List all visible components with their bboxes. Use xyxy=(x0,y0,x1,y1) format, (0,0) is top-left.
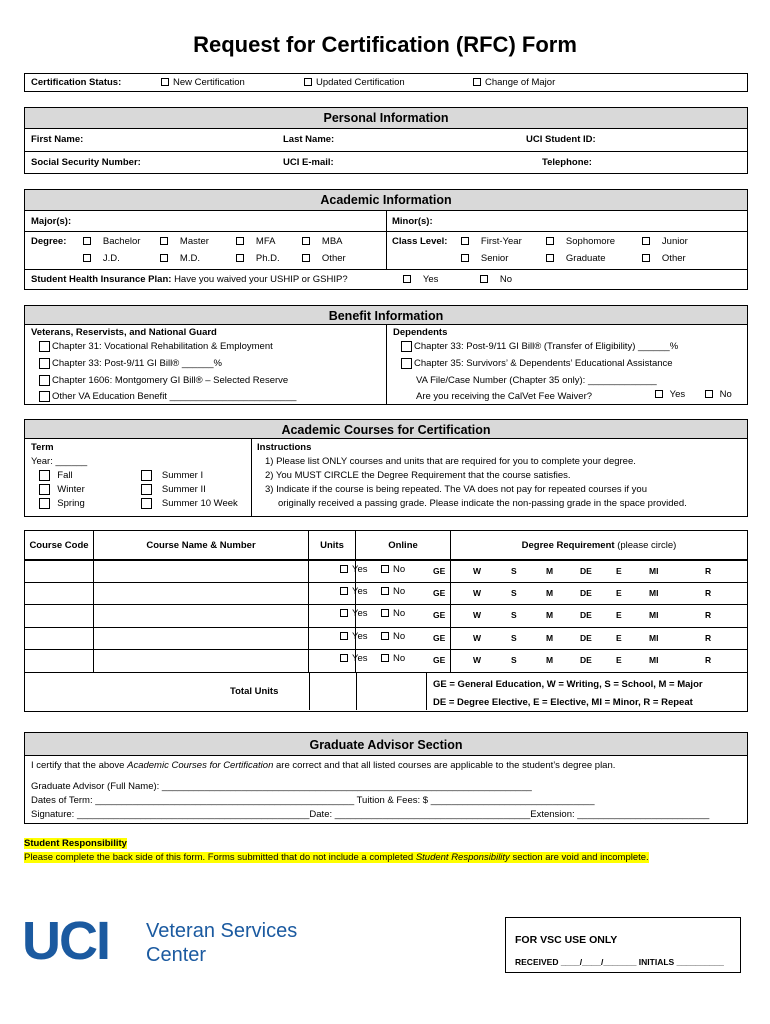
checkbox-icon[interactable] xyxy=(381,587,389,595)
course-row[interactable] xyxy=(24,582,748,606)
degree-requirement-option[interactable]: MI xyxy=(649,632,659,643)
degree-requirement-option[interactable]: E xyxy=(616,655,622,665)
checkbox-icon[interactable] xyxy=(39,375,50,386)
benefit-chapter-31[interactable]: Chapter 31: Vocational Rehabilitation & Employment xyxy=(39,341,273,352)
degree-requirement-option[interactable]: MI xyxy=(649,655,659,665)
personal-information-section xyxy=(24,128,748,174)
degree-requirement-option[interactable]: DE xyxy=(580,610,592,620)
checkbox-icon[interactable] xyxy=(39,341,50,352)
checkbox-icon[interactable] xyxy=(340,654,348,662)
checkbox-icon[interactable] xyxy=(39,358,50,369)
degree-requirement-option[interactable]: MI xyxy=(649,587,659,598)
updated-certification-option[interactable]: Updated Certification xyxy=(304,77,405,88)
signature-field[interactable]: Signature: ____________________________________________Date: _____________________________________Extension: _________________________ xyxy=(31,809,710,820)
class-junior[interactable]: Junior xyxy=(642,236,688,247)
legend-line-2: DE = Degree Elective, E = Elective, MI = Minor, R = Repeat xyxy=(433,697,693,708)
ssn-field[interactable]: Social Security Number: xyxy=(31,157,141,168)
checkbox-icon[interactable] xyxy=(340,587,348,595)
student-id-field[interactable]: UCI Student ID: xyxy=(526,134,596,145)
benefit-chapter-1606[interactable]: Chapter 1606: Montgomery GI Bill® – Selected Reserve xyxy=(39,375,288,386)
telephone-field[interactable]: Telephone: xyxy=(542,157,592,168)
online-no[interactable]: No xyxy=(381,564,405,575)
degree-requirement-option[interactable]: R xyxy=(705,610,712,620)
checkbox-icon[interactable] xyxy=(39,484,50,495)
checkbox-icon[interactable] xyxy=(141,484,152,495)
degree-requirement-option[interactable]: E xyxy=(616,587,622,598)
degree-requirement-option[interactable]: M xyxy=(546,632,554,643)
online-no[interactable]: No xyxy=(381,608,405,619)
page-title: Request for Certification (RFC) Form xyxy=(193,32,577,57)
uci-wordmark: UCI xyxy=(22,911,109,971)
checkbox-icon[interactable] xyxy=(161,78,169,86)
degree-requirement-option[interactable]: W xyxy=(473,632,482,643)
checkbox-icon[interactable] xyxy=(403,275,411,283)
term-summer-2[interactable]: Summer II xyxy=(141,484,206,495)
checkbox-icon[interactable] xyxy=(546,254,554,262)
graduate-advisor-header: Graduate Advisor Section xyxy=(24,732,748,756)
online-yes[interactable]: Yes xyxy=(340,608,368,619)
checkbox-icon[interactable] xyxy=(236,254,244,262)
online-yes[interactable]: Yes xyxy=(340,586,368,597)
advisor-name-field[interactable]: Graduate Advisor (Full Name): ______________________________________________________________________ xyxy=(31,781,532,792)
checkbox-icon[interactable] xyxy=(302,237,310,245)
degree-requirement-option[interactable]: GE xyxy=(433,632,446,643)
degree-phd[interactable]: Ph.D. xyxy=(236,253,280,264)
degree-requirement-option[interactable]: GE xyxy=(433,610,446,620)
degree-requirement-option[interactable]: DE xyxy=(580,587,592,598)
checkbox-icon[interactable] xyxy=(381,609,389,617)
academic-information-section xyxy=(24,210,748,290)
checkbox-icon[interactable] xyxy=(642,254,650,262)
degree-requirement-option[interactable]: S xyxy=(511,587,517,598)
logo-line-1: Veteran Services xyxy=(146,920,298,942)
checkbox-icon[interactable] xyxy=(473,78,481,86)
vsc-use-only-title: FOR VSC USE ONLY xyxy=(515,934,618,946)
benefit-chapter-33[interactable]: Chapter 33: Post-9/11 GI Bill® ______% xyxy=(39,358,222,369)
degree-requirement-option[interactable]: M xyxy=(546,587,554,598)
term-winter[interactable]: Winter xyxy=(39,484,85,495)
instruction-1: 1) Please list ONLY courses and units that are required for you to complete your degree. xyxy=(265,456,636,467)
online-no[interactable]: No xyxy=(381,586,405,597)
courses-table xyxy=(24,530,748,561)
col-units: Units xyxy=(309,531,356,561)
checkbox-icon[interactable] xyxy=(340,609,348,617)
checkbox-icon[interactable] xyxy=(340,632,348,640)
email-field[interactable]: UCI E-mail: xyxy=(283,157,334,168)
instruction-4: originally received a passing grade. Please indicate the non-passing grade in the space provided. xyxy=(278,498,687,509)
course-row[interactable] xyxy=(24,559,748,583)
logo-line-2: Center xyxy=(146,944,207,966)
degree-requirement-option[interactable]: S xyxy=(511,610,517,620)
checkbox-icon[interactable] xyxy=(655,390,663,398)
veteran-services-center-logo-text xyxy=(146,919,297,967)
degree-requirement-option[interactable]: W xyxy=(473,587,482,598)
degree-requirement-option[interactable]: MI xyxy=(649,566,659,576)
instructions-label: Instructions xyxy=(257,442,312,453)
personal-information-header: Personal Information xyxy=(24,107,748,129)
degree-requirement-option[interactable]: W xyxy=(473,655,482,665)
instruction-2: 2) You MUST CIRCLE the Degree Requirement that the course satisfies. xyxy=(265,470,571,481)
instruction-3: 3) Indicate if the course is being repeated. The VA does not pay for repeated courses if you xyxy=(265,484,647,495)
new-certification-option[interactable]: New Certification xyxy=(161,77,245,88)
checkbox-icon[interactable] xyxy=(401,358,412,369)
checkbox-icon[interactable] xyxy=(39,391,50,402)
checkbox-icon[interactable] xyxy=(340,565,348,573)
change-of-major-option[interactable]: Change of Major xyxy=(473,77,555,88)
va-file-number-field[interactable]: VA File/Case Number (Chapter 35 only): _____________ xyxy=(416,375,657,386)
legend-line-1: GE = General Education, W = Writing, S = School, M = Major xyxy=(433,679,703,690)
student-responsibility-text: Please complete the back side of this form. Forms submitted that do not include a completed Student Responsibility section are void and incomplete. xyxy=(24,852,649,863)
checkbox-icon[interactable] xyxy=(546,237,554,245)
degree-requirement-option[interactable]: DE xyxy=(580,632,592,643)
term-summer-1[interactable]: Summer I xyxy=(141,470,203,481)
benefit-dependents-chapter-35[interactable]: Chapter 35: Survivors’ & Dependents’ Educational Assistance xyxy=(401,358,673,369)
online-no[interactable]: No xyxy=(381,631,405,642)
benefit-information-section xyxy=(24,324,748,405)
benefit-information-header: Benefit Information xyxy=(24,305,748,325)
totals-row xyxy=(24,672,748,712)
degree-label: Degree: xyxy=(31,236,67,247)
benefit-dependents-chapter-33[interactable]: Chapter 33: Post-9/11 GI Bill® (Transfer of Eligibility) ______% xyxy=(401,341,678,352)
degree-requirement-option[interactable]: W xyxy=(473,566,482,576)
degree-requirement-option[interactable]: MI xyxy=(649,610,659,620)
minors-field[interactable]: Minor(s): xyxy=(392,216,433,227)
vsc-use-only-box xyxy=(505,917,741,973)
course-row[interactable] xyxy=(24,604,748,628)
degree-jd[interactable]: J.D. xyxy=(83,253,120,264)
online-yes[interactable]: Yes xyxy=(340,653,368,664)
checkbox-icon[interactable] xyxy=(381,632,389,640)
checkbox-icon[interactable] xyxy=(302,254,310,262)
degree-mfa[interactable]: MFA xyxy=(236,236,275,247)
degree-requirement-option[interactable]: R xyxy=(705,632,712,643)
class-graduate[interactable]: Graduate xyxy=(546,253,606,264)
class-other[interactable]: Other xyxy=(642,253,686,264)
advisor-certification-text: I certify that the above Academic Courses for Certification are correct and that all listed courses are applicable to the student’s degree plan. xyxy=(31,760,616,771)
checkbox-icon[interactable] xyxy=(39,498,50,509)
class-level-label: Class Level: xyxy=(392,236,448,247)
degree-requirement-option[interactable]: M xyxy=(546,566,554,576)
checkbox-icon[interactable] xyxy=(642,237,650,245)
degree-md[interactable]: M.D. xyxy=(160,253,200,264)
checkbox-icon[interactable] xyxy=(160,237,168,245)
course-row[interactable] xyxy=(24,649,748,673)
checkbox-icon[interactable] xyxy=(141,498,152,509)
checkbox-icon[interactable] xyxy=(39,470,50,481)
total-units-label: Total Units xyxy=(230,686,279,697)
degree-master[interactable]: Master xyxy=(160,236,209,247)
checkbox-icon[interactable] xyxy=(304,78,312,86)
term-fall[interactable]: Fall xyxy=(39,470,73,481)
certification-status-label: Certification Status: xyxy=(31,77,122,88)
benefit-other[interactable]: Other VA Education Benefit ________________________ xyxy=(39,391,296,402)
degree-requirement-option[interactable]: E xyxy=(616,566,622,576)
calvet-no[interactable]: No xyxy=(705,389,732,400)
degree-requirement-option[interactable]: S xyxy=(511,655,517,665)
checkbox-icon[interactable] xyxy=(83,254,91,262)
online-no[interactable]: No xyxy=(381,653,405,664)
degree-requirement-option[interactable]: M xyxy=(546,610,554,620)
year-field[interactable]: Year: ______ xyxy=(31,456,88,467)
degree-requirement-option[interactable]: DE xyxy=(580,566,592,576)
class-senior[interactable]: Senior xyxy=(461,253,508,264)
class-first-year[interactable]: First-Year xyxy=(461,236,522,247)
courses-table-header xyxy=(25,531,748,561)
degree-requirement-option[interactable]: R xyxy=(705,587,712,598)
insurance-yes[interactable]: Yes xyxy=(403,274,438,285)
course-row[interactable] xyxy=(24,627,748,651)
online-yes[interactable]: Yes xyxy=(340,631,368,642)
degree-requirement-option[interactable]: M xyxy=(546,655,554,665)
degree-requirement-option[interactable]: GE xyxy=(433,566,446,576)
degree-requirement-option[interactable]: GE xyxy=(433,655,446,665)
degree-requirement-option[interactable]: W xyxy=(473,610,482,620)
checkbox-icon[interactable] xyxy=(83,237,91,245)
class-sophomore[interactable]: Sophomore xyxy=(546,236,615,247)
term-instructions-section xyxy=(24,438,748,517)
degree-requirement-option[interactable]: GE xyxy=(433,587,446,598)
col-course-code: Course Code xyxy=(25,531,94,561)
term-dates-field[interactable]: Dates of Term: _________________________________________________ Tuition & Fees: $ _______________________________ xyxy=(31,795,595,806)
checkbox-icon[interactable] xyxy=(461,254,469,262)
calvet-yes[interactable]: Yes xyxy=(655,389,685,400)
academic-information-header: Academic Information xyxy=(24,189,748,211)
vsc-received-field: RECEIVED ____/____/_______ INITIALS __________ xyxy=(515,957,724,967)
checkbox-icon[interactable] xyxy=(381,654,389,662)
checkbox-icon[interactable] xyxy=(236,237,244,245)
degree-requirement-option[interactable]: S xyxy=(511,632,517,643)
checkbox-icon[interactable] xyxy=(381,565,389,573)
checkbox-icon[interactable] xyxy=(461,237,469,245)
checkbox-icon[interactable] xyxy=(141,470,152,481)
col-degree-requirement: Degree Requirement (please circle) xyxy=(451,531,748,561)
degree-requirement-option[interactable]: E xyxy=(616,632,622,643)
calvet-question: Are you receiving the CalVet Fee Waiver? xyxy=(416,391,593,402)
col-online: Online xyxy=(356,531,451,561)
uci-logo xyxy=(22,910,109,972)
student-responsibility-title: Student Responsibility xyxy=(24,838,127,849)
term-spring[interactable]: Spring xyxy=(39,498,85,509)
insurance-question: Student Health Insurance Plan: Have you waived your USHIP or GSHIP? xyxy=(31,274,348,285)
degree-requirement-option[interactable]: R xyxy=(705,566,712,576)
degree-other[interactable]: Other xyxy=(302,253,346,264)
checkbox-icon[interactable] xyxy=(480,275,488,283)
degree-bachelor[interactable]: Bachelor xyxy=(83,236,140,247)
col-course-name: Course Name & Number xyxy=(94,531,309,561)
term-label: Term xyxy=(31,442,54,453)
insurance-no[interactable]: No xyxy=(480,274,512,285)
term-summer-10-week[interactable]: Summer 10 Week xyxy=(141,498,238,509)
checkbox-icon[interactable] xyxy=(705,390,713,398)
veterans-title: Veterans, Reservists, and National Guard xyxy=(31,327,217,338)
degree-requirement-option[interactable]: DE xyxy=(580,655,592,665)
graduate-advisor-section xyxy=(24,755,748,824)
majors-field[interactable]: Major(s): xyxy=(31,216,72,227)
first-name-field[interactable]: First Name: xyxy=(31,134,84,145)
checkbox-icon[interactable] xyxy=(401,341,412,352)
degree-requirement-option[interactable]: R xyxy=(705,655,712,665)
degree-requirement-option[interactable]: E xyxy=(616,610,622,620)
degree-mba[interactable]: MBA xyxy=(302,236,343,247)
checkbox-icon[interactable] xyxy=(160,254,168,262)
academic-courses-header: Academic Courses for Certification xyxy=(24,419,748,439)
last-name-field[interactable]: Last Name: xyxy=(283,134,335,145)
certification-status-row xyxy=(24,73,748,92)
degree-requirement-option[interactable]: S xyxy=(511,566,517,576)
online-yes[interactable]: Yes xyxy=(340,564,368,575)
dependents-title: Dependents xyxy=(393,327,448,338)
